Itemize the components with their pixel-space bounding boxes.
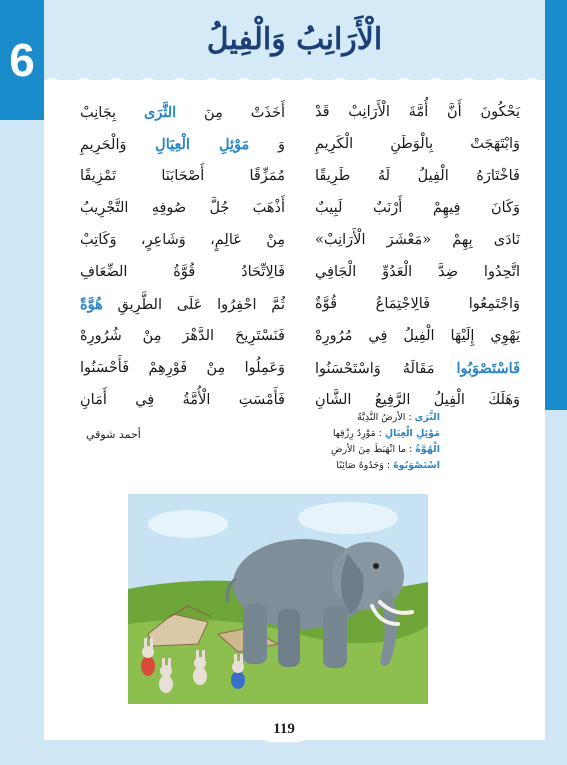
chapter-number: 6 — [9, 34, 35, 86]
verse-text: مِنْ عَالِمٍ، وَشَاعِرٍ، وَكَاتِبْ — [80, 232, 285, 248]
right-tab — [545, 0, 567, 410]
verse-left-hemistich — [80, 264, 285, 280]
verse-text: أَخَذَتْ مِنَ — [176, 104, 285, 121]
wave-top-edge — [44, 72, 545, 88]
poem-verse — [80, 128, 520, 160]
verse-left-hemistich — [80, 328, 285, 344]
poem-verse — [80, 160, 520, 192]
verse-left-hemistich — [80, 200, 285, 216]
verse-text: فَالِاتِّحَادُ قُوَّةُ الضِّعَافِ — [80, 264, 285, 280]
illustration-elephant-rabbits — [128, 494, 428, 704]
glossary-entry — [300, 426, 440, 442]
verse-text: يَهْوِي إِلَيْهَا الْفِيلُ فِي مُرُورِهْ — [315, 328, 520, 344]
verse-text: أَذْهَبَ جُلَّ صُوفِهِ التَّجْرِيبُ — [80, 200, 285, 216]
glossary-entry — [300, 410, 440, 426]
verse-right-hemistich — [315, 200, 520, 216]
verse-right-hemistich — [315, 328, 520, 344]
verse-left-hemistich — [80, 392, 285, 408]
verse-left-hemistich — [80, 136, 285, 153]
verse-text: فَنَسْتَرِيحَ الدَّهْرَ مِنْ شُرُورِهْ — [80, 328, 285, 344]
poem-author: أحمد شوقي — [86, 428, 141, 441]
verse-right-hemistich — [315, 264, 520, 280]
verse-right-hemistich — [315, 232, 520, 248]
poem-verse — [80, 256, 520, 288]
verse-text: بِجَانِبْ — [80, 104, 144, 121]
verse-text: مُمَزِّقًا أَصْحَابَنَا تَمْزِيقًا — [80, 168, 285, 184]
glossary-entry — [300, 458, 440, 474]
glossary-definition: : الأرضُ النَّدِيَّةُ — [357, 412, 415, 423]
verse-text: يَحْكُونَ أَنَّ أُمَّةَ الْأَرَانِبْ قَدْ — [315, 104, 520, 120]
poem — [80, 96, 520, 416]
verse-right-hemistich — [315, 392, 520, 408]
verse-right-hemistich — [315, 104, 520, 120]
verse-left-hemistich — [80, 168, 285, 184]
verse-text: اتَّحِدُوا ضِدَّ الْعَدُوِّ الْجَافِي — [315, 264, 520, 280]
verse-text: وَاجْتَمِعُوا فَالِاجْتِمَاعُ قُوَّةٌ — [315, 296, 520, 312]
highlighted-term: هُوَّةً — [80, 295, 103, 313]
poem-verse — [80, 224, 520, 256]
poem-verse — [80, 352, 520, 384]
highlighted-term: مَوْئِلِ الْعِيَالِ — [155, 135, 250, 153]
glossary-definition: : ما انْهَبَطَ مِنَ الأرضِ — [331, 444, 416, 455]
verse-right-hemistich — [315, 136, 520, 152]
verse-text: وَهَلَكَ الْفِيلُ الرَّفِيعُ الشَّانِ — [315, 392, 520, 408]
poem-verse — [80, 96, 520, 128]
poem-verse — [80, 288, 520, 320]
highlighted-term: فَاسْتَصْوَبُوا — [456, 359, 520, 377]
verse-text: فَأَمْسَتِ الْأُمَّةُ فِي أَمَانِ — [80, 392, 285, 408]
verse-left-hemistich — [80, 232, 285, 248]
verse-right-hemistich — [315, 296, 520, 312]
verse-right-hemistich — [315, 360, 520, 377]
verse-text: وَكَانَ فِيهِمْ أَرْنَبٌ لَبِيبٌ — [315, 200, 520, 216]
verse-text: ثُمَّ احْفِرُوا عَلَى الطَّرِيقِ — [102, 296, 285, 313]
verse-left-hemistich — [80, 104, 285, 121]
highlighted-term: الثَّرَى — [143, 103, 177, 121]
page-title: الْأَرَانِبُ وَالْفِيلُ — [206, 22, 383, 57]
glossary-term: الثَّرَى — [414, 412, 440, 423]
glossary-definition: : وَجَدُوهُ صَائِبًا — [336, 460, 394, 471]
verse-text: وَابْتَهَجَتْ بِالْوَطَنِ الْكَرِيمِ — [315, 136, 520, 152]
verse-text: مَقَالَهُ وَاسْتَحْسَنُوا — [315, 360, 457, 377]
page-number-box — [258, 716, 310, 742]
verse-left-hemistich — [80, 360, 285, 376]
verse-text: وَعَمِلُوا مِنْ فَوْرِهِمْ فَأَحْسَنُوا — [80, 360, 285, 376]
glossary-entry — [300, 442, 440, 458]
verse-text: وَالْحَرِيمِ — [80, 136, 156, 153]
verse-text: نَادَى بِهِمْ «مَعْشَرَ الْأَرَانِبْ» — [315, 232, 520, 248]
glossary-definition: : مَوْرِدُ رِزْقِها — [332, 428, 385, 439]
verse-right-hemistich — [315, 168, 520, 184]
illustration-svg — [128, 494, 428, 704]
glossary — [300, 410, 440, 474]
chapter-tab — [0, 0, 44, 120]
poem-verse — [80, 192, 520, 224]
glossary-term: اسْتَصْوَبُوهُ — [393, 460, 440, 471]
poem-verse — [80, 320, 520, 352]
glossary-term: مَوْئِلِ الْعِيَالِ — [384, 428, 440, 439]
verse-left-hemistich — [80, 296, 285, 313]
page-number: 119 — [273, 720, 295, 737]
verse-text: فَاخْتَارَهُ الْفِيلُ لَهُ طَرِيقًا — [315, 168, 520, 184]
glossary-term: الْهُوَّةُ — [415, 444, 440, 455]
verse-text: وَ — [249, 136, 285, 153]
